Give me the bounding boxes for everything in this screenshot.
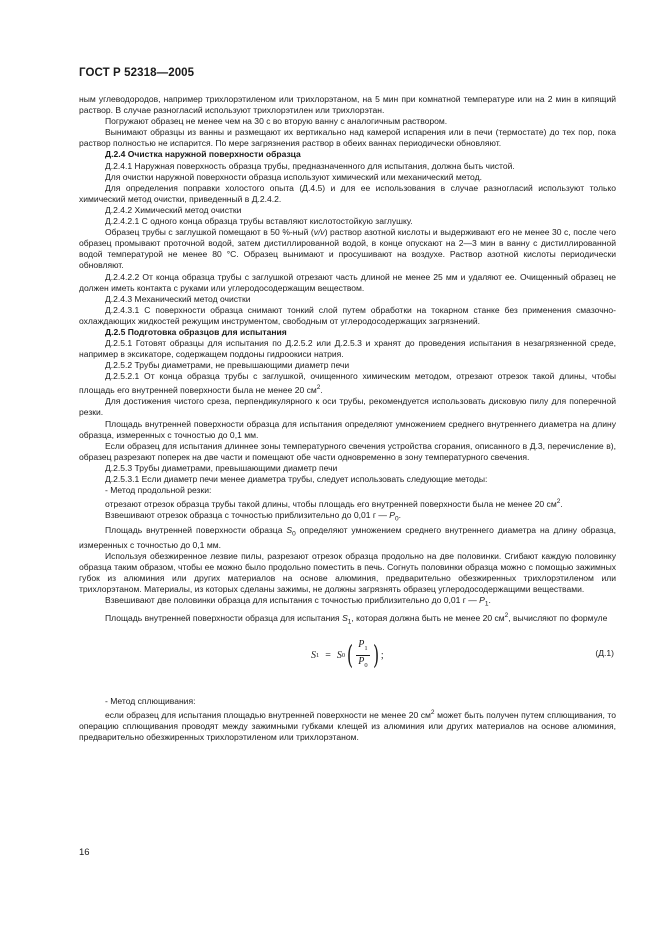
paragraph (79, 525, 616, 551)
superscript: 2 (316, 384, 321, 392)
formula-S1: S (311, 650, 316, 662)
equals-sign: = (325, 650, 331, 662)
paragraph: Площадь внутренней поверхности образца для испытания определяют умножением среднего внутреннего диаметра на длину образца, измеренных с точностью до 0,1 мм. (79, 418, 616, 440)
subsection-heading: Д.2.5.2 Трубы диаметрами, не превышающими диаметр печи (105, 360, 350, 371)
formula-P1: P (358, 639, 365, 651)
paragraph: Для очистки наружной поверхности образца используют химический или механический метод. (105, 171, 482, 182)
paragraph: Д.2.4.1 Наружная поверхность образца трубы, предназначенного для испытания, должна быть чистой. (105, 160, 515, 171)
paragraph (79, 595, 616, 610)
symbol-P: P (479, 595, 485, 606)
text-run: Площадь внутренней поверхности образца (105, 524, 287, 535)
text-run: отрезают отрезок образца трубы такой длины, чтобы площадь его внутренней поверхности была не менее 20 см (105, 499, 557, 510)
paragraph (79, 227, 616, 271)
paragraph: Д.2.5.1 Готовят образцы для испытания по Д.2.5.2 или Д.2.5.3 и хранят до проведения испытания в незагрязненной среде, например в эксикаторе, содержащем поддоны гидроокиси натрия. (79, 338, 616, 360)
formula-number: (Д.1) (595, 647, 614, 658)
text-run: определяют умножением среднего внутреннего диаметра на длину образца, измеренных с точностью до 0,1 мм. (79, 524, 616, 550)
symbol-S: S (286, 524, 293, 535)
paragraph (79, 371, 616, 396)
text-run: может быть получен путем сплющивания, то операцию сплющивания проводят между зажимными губками клещей из алюминия или других материалов на основе алюминия, предварительно обезжиренных трихлорэтиленом или трихлорэтаном. (79, 709, 617, 742)
subscript: 1 (347, 618, 352, 626)
text-run: Взвешивают две половинки образца для испытания с точностью приблизительно до 0,01 г — (105, 595, 480, 606)
formula-d1 (79, 636, 616, 676)
subscript: 1 (364, 645, 368, 653)
text-run: если образец для испытания площадью внутренней поверхности не менее 20 см (105, 709, 431, 720)
paragraph: Вынимают образцы из ванны и размещают их вертикально над камерой испарения или в печи (термостате) до тех пор, пока раствор полностью не испарится. По мере загрязнения раствор в обеих ваннах периодически обновляют. (79, 127, 616, 149)
subscript: 0 (292, 530, 296, 538)
paragraph: ным углеводородов, например трихлорэтиленом или трихлорэтаном, на 5 мин при комнатной температуре или на 2 мин в кипящий раствор. В случае разногласий используют трихлорэтилен или трихлорэтан. (79, 94, 616, 116)
fraction-numerator (356, 639, 369, 656)
symbol-P: P (389, 510, 395, 521)
paragraph: Используя обезжиренное лезвие пилы, разрезают отрезок образца продольно на две половинки. Сгибают каждую половинку образца таким образом, чтобы ее можно было продольно поместить в печь. Согнуть половинки образца можно с помощью зажимных губок из алюминия или других материалов на основе алюминия, предварительно обезжиренных трихлорэтиленом или трихлорэтаном. Материалы, из которых сделаны зажимы, не должны загрязнять образец углеродосодержащими веществами. (79, 550, 616, 595)
list-item: - Метод сплющивания: (105, 695, 196, 706)
subsection-heading: Д.2.5.3 Трубы диаметрами, превышающими диаметр печи (105, 462, 338, 473)
text-run: . (560, 499, 563, 510)
subscript: 1 (316, 652, 320, 660)
page-number: 16 (79, 847, 90, 858)
paragraph: Д.2.4.3.1 С поверхности образца снимают тонкий слой путем обработки на токарном станке без применения смазочно-охлаждающих жидкостей режущим инструментом, свободным от углеродосодержащих загрязнений. (79, 304, 616, 326)
paragraph (79, 510, 616, 525)
paragraph: Если образец для испытания длиннее зоны температурного свечения устройства сгорания, описанного в Д.3, перечисление в), образец разрезают поперек на две части и помещают обе части одновременно в зону температурного свечения. (79, 440, 616, 462)
text-run: Образец трубы с заглушкой помещают в 50 %-ный ( (105, 227, 314, 238)
text-run: , которая должна быть не менее 20 см (351, 612, 505, 623)
document-header: ГОСТ Р 52318—2005 (79, 67, 195, 79)
formula-P0: P (358, 656, 365, 668)
text-run: ) раствор азотной кислоты и выдерживают его не менее 30 с, после чего образец промывают проточной водой, затем дистиллированной водой, в конце опускают на 2—3 мин в ванну с дистиллированной водой температурой не менее 80 °С. Образец вынимают и просушивают на воздухе. Раствор азотной кислоты периодически обновляют. (79, 227, 616, 271)
text-run: Взвешивают отрезок образца с точностью приблизительно до 0,01 г — (105, 510, 390, 521)
paragraph: Д.2.4.2.1 С одного конца образца трубы вставляют кислотостойкую заглушку. (105, 216, 413, 227)
text-run: , вычисляют по формуле (508, 612, 608, 623)
text-run: . (398, 510, 401, 521)
formula-S0: S (336, 650, 342, 662)
paragraph (79, 496, 616, 510)
section-heading: Д.2.4 Очистка наружной поверхности образца (105, 149, 301, 160)
subscript: 0 (341, 652, 346, 660)
paragraph (79, 707, 616, 743)
text-run: Д.2.5.2.1 От конца образца трубы с заглушкой, очищенного химическим методом, отрезают отрезок такой длины, чтобы площадь его внутренней поверхности была не менее 20 см (79, 371, 616, 396)
left-paren: ( (347, 640, 354, 671)
paragraph (79, 610, 616, 628)
list-item: - Метод продольной резки: (105, 485, 212, 496)
text-run: . (320, 385, 323, 396)
text-run-italic: v/v (313, 227, 325, 238)
formula-expression (311, 636, 384, 676)
subscript: 0 (364, 662, 368, 670)
right-paren: ) (372, 640, 379, 671)
subscript: 0 (394, 515, 399, 523)
subsection-heading: Д.2.4.2 Химический метод очистки (105, 204, 242, 215)
formula-semicolon: ; (380, 650, 384, 662)
subscript: 1 (484, 600, 489, 608)
document-body (79, 94, 616, 743)
paragraph: Для достижения чистого среза, перпендикулярного к оси трубы, рекомендуется использовать дисковую пилу для поперечной резки. (79, 396, 616, 418)
superscript: 2 (430, 708, 435, 716)
fraction (356, 639, 369, 672)
symbol-S: S (342, 612, 348, 623)
superscript: 2 (504, 612, 509, 620)
superscript: 2 (556, 498, 561, 506)
paragraph: Для определения поправки холостого опыта (Д.4.5) и для ее использования в случае разногласий используют только химический метод очистки, приведенный в Д.2.4.2. (79, 182, 616, 204)
subsection-heading: Д.2.4.3 Механический метод очистки (105, 293, 251, 304)
fraction-denominator (356, 656, 369, 672)
text-run: Площадь внутренней поверхности образца для испытания (105, 612, 343, 623)
paragraph: Погружают образец не менее чем на 30 с во вторую ванну с аналогичным раствором. (105, 116, 448, 127)
text-run: . (488, 595, 491, 606)
paragraph: Д.2.5.3.1 Если диаметр печи менее диаметра трубы, следует использовать следующие методы: (105, 474, 488, 485)
paragraph: Д.2.4.2.2 От конца образца трубы с заглушкой отрезают часть длиной не менее 25 мм и удаляют ее. Очищенный образец не должен иметь контакта с руками или углеродосодержащим веществом. (79, 271, 616, 293)
section-heading: Д.2.5 Подготовка образцов для испытания (105, 326, 287, 337)
